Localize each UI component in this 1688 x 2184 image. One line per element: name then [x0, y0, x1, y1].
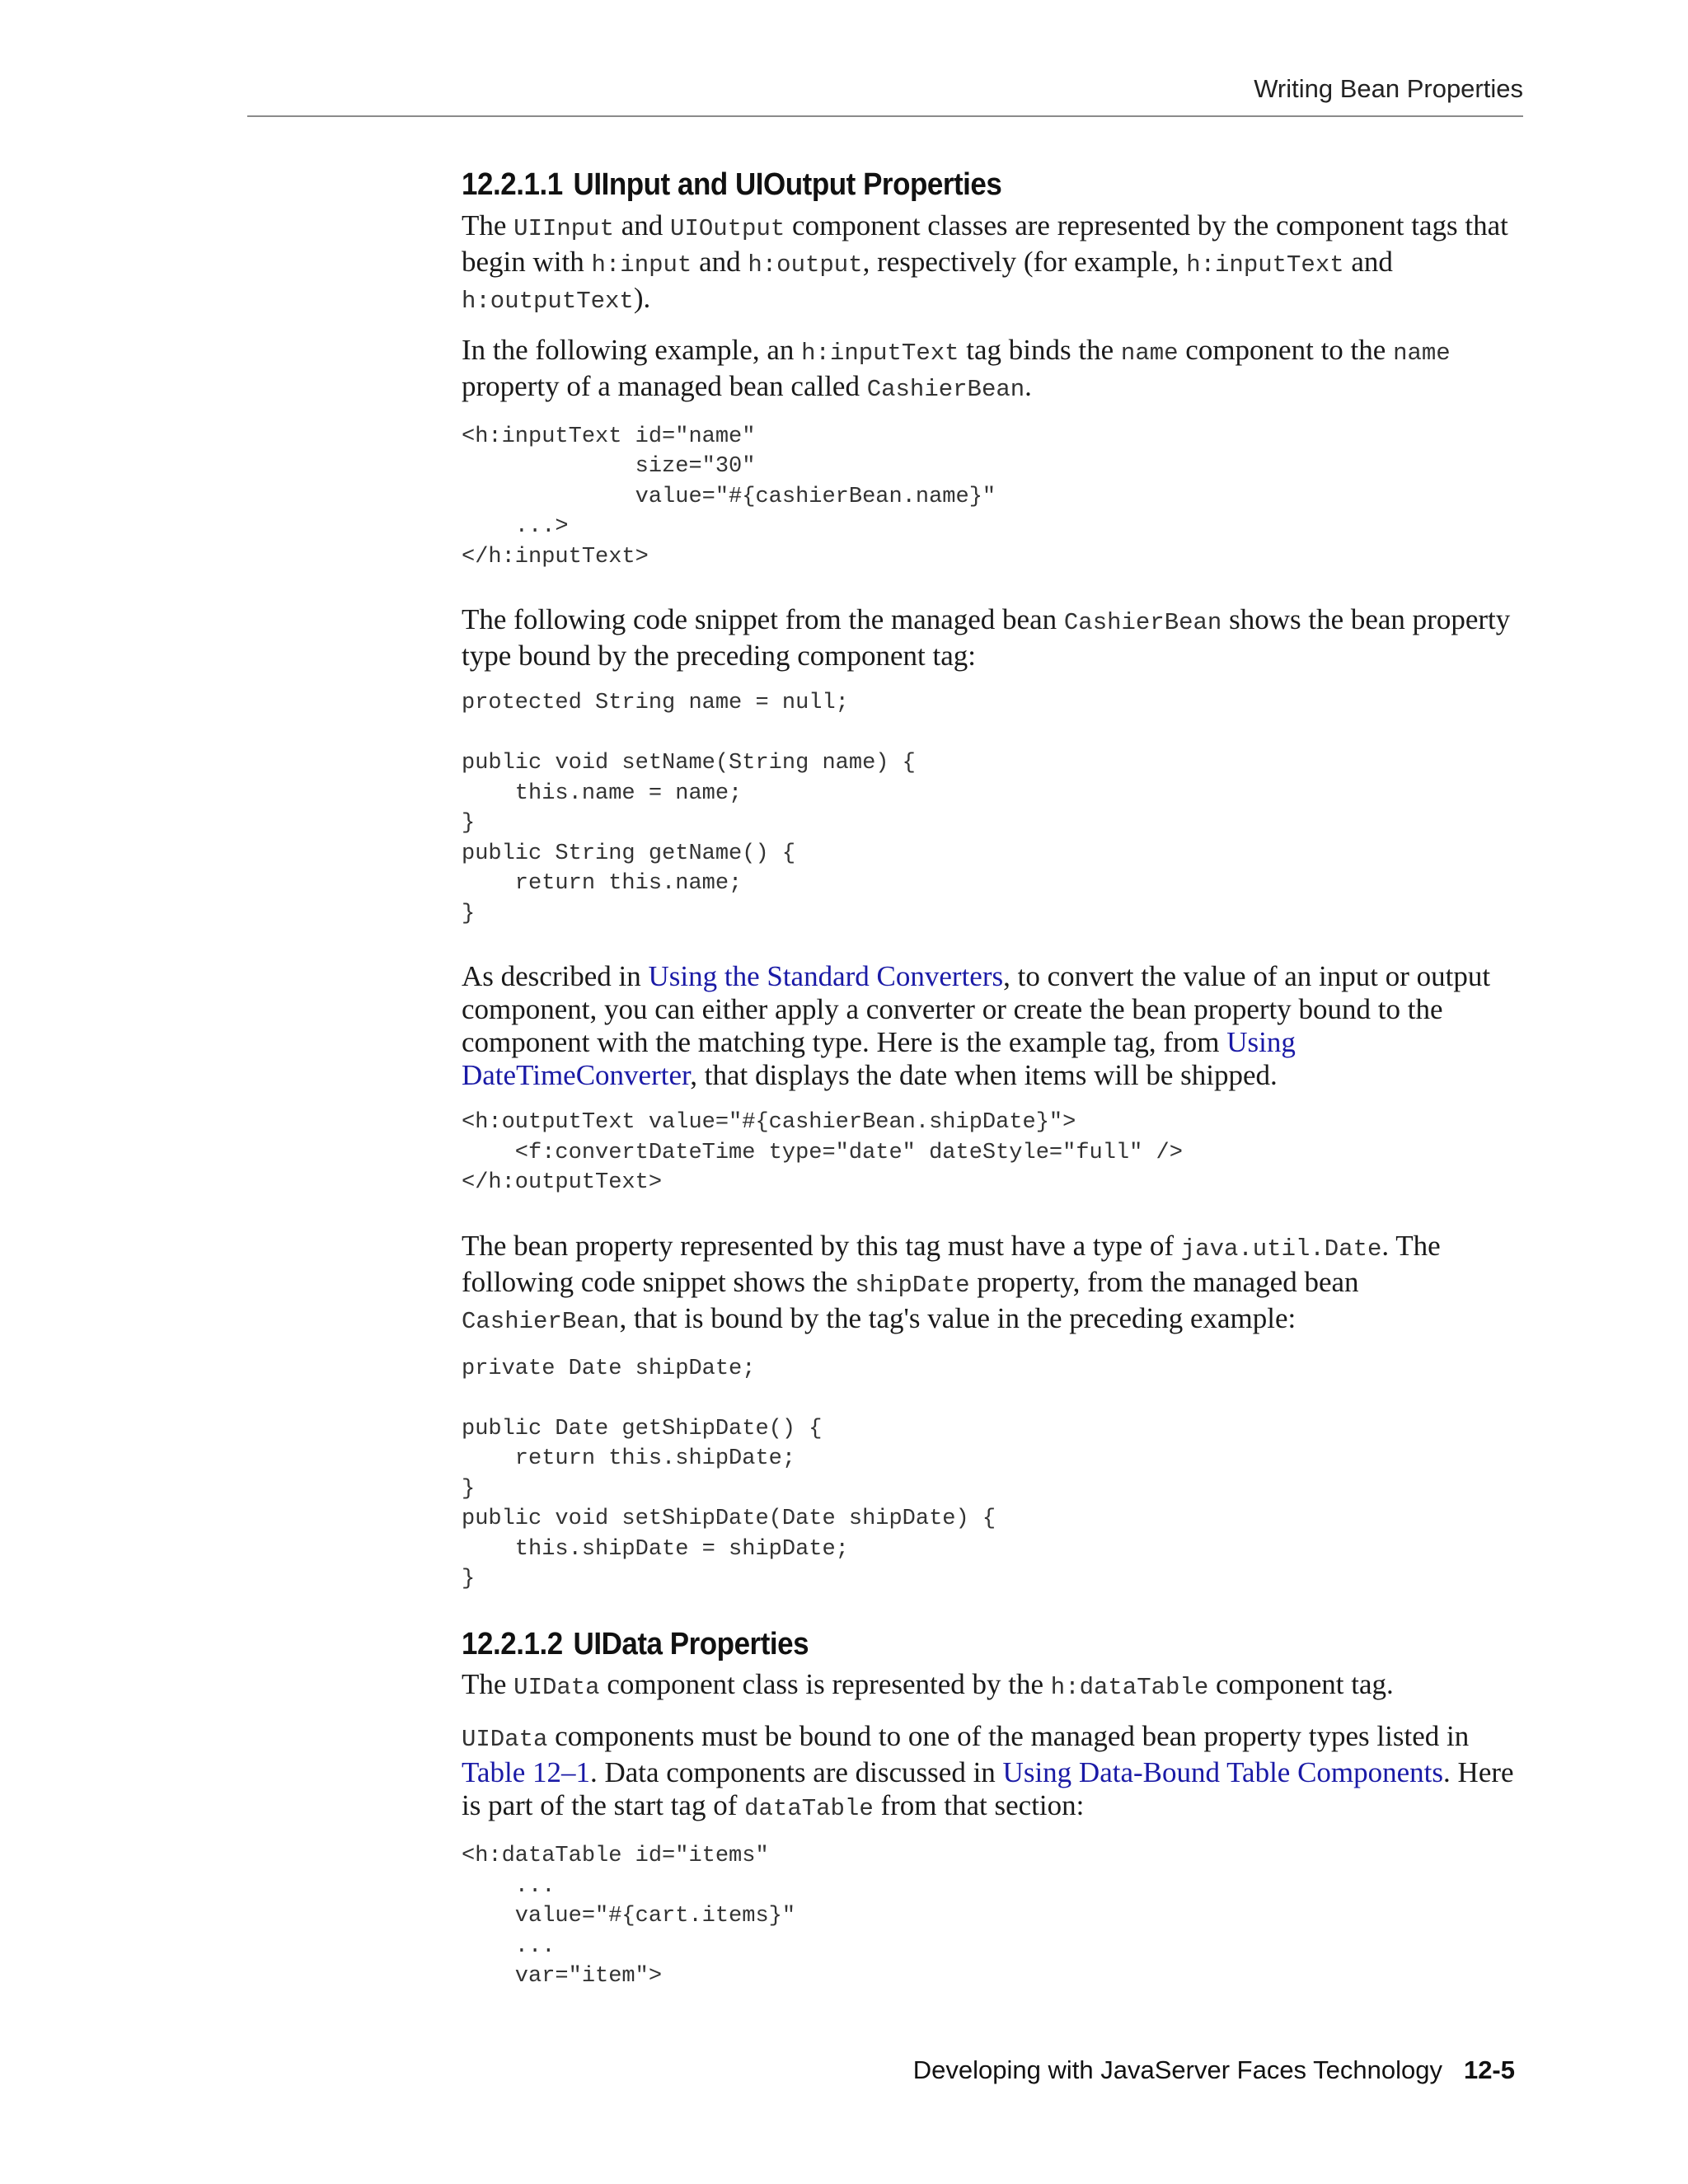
- inline-code: name: [1393, 339, 1451, 367]
- section-title: UIInput and UIOutput Properties: [573, 167, 1002, 202]
- inline-code: h:inputText: [1186, 251, 1344, 279]
- text: component to the: [1178, 333, 1394, 366]
- inline-code: CashierBean: [1063, 609, 1222, 637]
- section-title: UIData Properties: [573, 1626, 809, 1661]
- text: The: [462, 1668, 514, 1701]
- text: shows the bean property type bound by the preceding component tag:: [462, 603, 1511, 673]
- running-header: [247, 73, 1523, 117]
- inline-code: java.util.Date: [1180, 1235, 1382, 1263]
- text: As described in: [462, 960, 649, 993]
- link-using-datetimeconverter[interactable]: Using DateTimeConverter: [462, 1026, 1296, 1092]
- text: component class is represented by the: [599, 1668, 1051, 1701]
- code-block-outputtext: <h:outputText value="#{cashierBean.shipDate}"> <f:convertDateTime type="date" dateStyle="full" /> </h:outputText>: [462, 1110, 1183, 1196]
- text: from that section:: [873, 1789, 1085, 1822]
- inline-code: h:output: [748, 251, 863, 279]
- inline-code: UIInput: [513, 214, 614, 242]
- inline-code: h:dataTable: [1050, 1674, 1209, 1702]
- section-number: 12.2.1.2: [462, 1626, 563, 1661]
- paragraph-inputtext-example: [462, 334, 1525, 406]
- text: In the following example, an: [462, 333, 802, 366]
- running-footer: [913, 2055, 1515, 2085]
- footer-title: Developing with JavaServer Faces Technology: [912, 2055, 1442, 2084]
- text: , to convert the value of an input or output component, you can either apply a converter or create the bean property bound to the component with the matching type. Here is the example tag, from: [462, 960, 1491, 1059]
- section-number: 12.2.1.1: [462, 167, 563, 202]
- header-title: Writing Bean Properties: [1254, 74, 1523, 103]
- link-table-12-1[interactable]: Table 12–1: [462, 1756, 590, 1789]
- text: and: [1343, 245, 1393, 278]
- page-number: 12-5: [1463, 2055, 1515, 2084]
- link-using-standard-converters[interactable]: Using the Standard Converters: [648, 960, 1004, 993]
- text: , that is bound by the tag's value in the preceding example:: [619, 1301, 1296, 1334]
- text: . Here is part of the start tag of: [462, 1756, 1514, 1822]
- text: , that displays the date when items will be shipped.: [690, 1059, 1278, 1092]
- text: and: [614, 209, 671, 241]
- code-block-datatable: <h:dataTable id="items" ... value="#{cart.items}" ... var="item">: [462, 1844, 796, 1990]
- code-block-shipdate-property: private Date shipDate; public Date getShipDate() { return this.shipDate; } public void setShipDate(Date shipDate) { this.shipDate = shipDate; }: [462, 1356, 996, 1592]
- code-block-name-property: protected String name = null; public void setName(String name) { this.name = name; } public String getName() { return this.name; }: [462, 691, 916, 926]
- paragraph-uidata-binding: [462, 1720, 1525, 1825]
- text: property of a managed bean called: [462, 369, 867, 402]
- inline-code: UIData: [462, 1726, 548, 1754]
- text: . Data components are discussed in: [589, 1756, 1003, 1789]
- text: , respectively (for example,: [862, 245, 1187, 278]
- text: .: [1025, 369, 1032, 402]
- text: ).: [633, 281, 651, 314]
- inline-code: name: [1120, 339, 1179, 367]
- code-block-inputtext: <h:inputText id="name" size="30" value="#{cashierBean.name}" ...> </h:inputText>: [462, 424, 996, 569]
- text: components must be bound to one of the managed bean property types listed in: [547, 1720, 1470, 1753]
- inline-code: dataTable: [744, 1795, 874, 1823]
- inline-code: CashierBean: [462, 1307, 620, 1335]
- text: The: [462, 209, 514, 241]
- inline-code: shipDate: [855, 1271, 970, 1299]
- inline-code: h:inputText: [801, 339, 959, 367]
- text: The following code snippet from the managed bean: [462, 603, 1064, 636]
- paragraph-component-classes: [462, 209, 1525, 318]
- paragraph-converters: [462, 960, 1525, 1092]
- text: component tag.: [1208, 1668, 1394, 1701]
- inline-code: h:input: [591, 251, 692, 279]
- text: tag binds the: [959, 333, 1121, 366]
- text: component classes are represented by the component tags that begin with: [462, 209, 1508, 278]
- text: and: [692, 245, 748, 278]
- text: property, from the managed bean: [969, 1265, 1359, 1298]
- section-heading-uiinput-uioutput: [462, 166, 1440, 204]
- paragraph-uidata-class: [462, 1668, 1525, 1704]
- paragraph-shipdate: [462, 1230, 1525, 1338]
- page-content: [462, 166, 1525, 2023]
- section-heading-uidata: [462, 1626, 1440, 1664]
- link-using-data-bound-table-components[interactable]: Using Data-Bound Table Components: [1002, 1756, 1444, 1789]
- text: . The following code snippet shows the: [462, 1229, 1441, 1298]
- paragraph-cashierbean-snippet: [462, 603, 1525, 673]
- inline-code: UIOutput: [670, 214, 785, 242]
- inline-code: CashierBean: [866, 375, 1025, 403]
- inline-code: UIData: [513, 1674, 600, 1702]
- text: The bean property represented by this tag must have a type of: [462, 1229, 1181, 1262]
- inline-code: h:outputText: [462, 287, 634, 315]
